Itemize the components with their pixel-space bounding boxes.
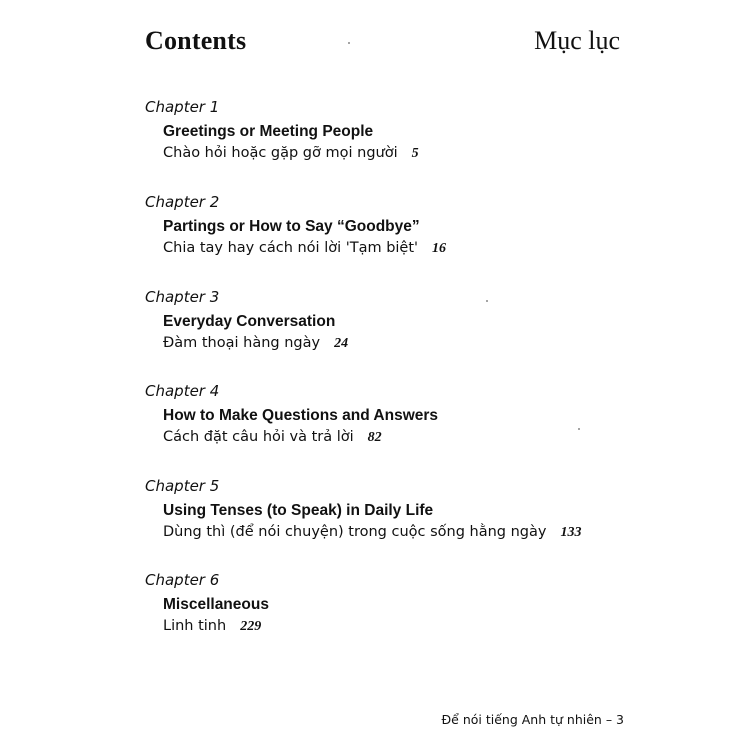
chapter-page-number: 24: [334, 336, 349, 351]
chapter-title-vietnamese-text: Chào hỏi hoặc gặp gỡ mọi người: [163, 145, 398, 161]
chapter-entry: [145, 475, 665, 543]
chapter-label: Chapter 2: [145, 193, 220, 211]
chapter-entry: [145, 286, 665, 354]
chapter-title-vietnamese: [163, 616, 665, 637]
page-footer: Để nói tiếng Anh tự nhiên – 3: [441, 712, 624, 727]
chapter-title-english: Greetings or Meeting People: [163, 123, 374, 140]
paper-speck: [348, 42, 350, 44]
contents-title-vietnamese: Mục lục: [534, 26, 620, 55]
chapter-entry: [145, 569, 665, 637]
chapter-title-vietnamese-text: Cách đặt câu hỏi và trả lời: [163, 429, 354, 445]
chapter-title-english: Everyday Conversation: [163, 313, 336, 330]
chapter-title-english: How to Make Questions and Answers: [163, 407, 439, 424]
chapter-entry: [145, 96, 665, 164]
chapter-title-vietnamese: [163, 333, 665, 354]
chapter-page-number: 16: [432, 241, 447, 256]
chapter-label: Chapter 6: [145, 571, 220, 589]
paper-speck: [486, 300, 488, 302]
chapter-title-vietnamese: [163, 143, 665, 164]
chapter-page-number: 82: [367, 430, 382, 445]
contents-title: Contents: [145, 26, 247, 55]
chapter-entry: [145, 191, 665, 259]
chapter-label: Chapter 5: [145, 477, 220, 495]
chapter-entry: [145, 380, 665, 448]
chapter-title-vietnamese-text: Dùng thì (để nói chuyện) trong cuộc sống hằng ngày: [163, 524, 547, 540]
chapter-label: Chapter 4: [145, 382, 220, 400]
chapter-page-number: 133: [560, 525, 582, 540]
chapter-page-number: 5: [411, 146, 419, 161]
chapter-title-vietnamese-text: Chia tay hay cách nói lời 'Tạm biệt': [163, 240, 419, 256]
chapter-label: Chapter 3: [145, 288, 220, 306]
chapter-title-vietnamese-text: Linh tinh: [163, 618, 227, 634]
chapter-label: Chapter 1: [145, 98, 220, 116]
chapter-title-english: Miscellaneous: [163, 596, 269, 613]
paper-speck: [578, 428, 580, 430]
chapter-title-english: Partings or How to Say “Goodbye”: [163, 218, 420, 235]
chapter-title-english: Using Tenses (to Speak) in Daily Life: [163, 502, 434, 519]
chapter-title-vietnamese-text: Đàm thoại hàng ngày: [163, 335, 321, 351]
chapter-title-vietnamese: [163, 238, 665, 259]
chapter-title-vietnamese: [163, 427, 665, 448]
chapter-title-vietnamese: [163, 522, 665, 543]
chapter-page-number: 229: [240, 619, 262, 634]
